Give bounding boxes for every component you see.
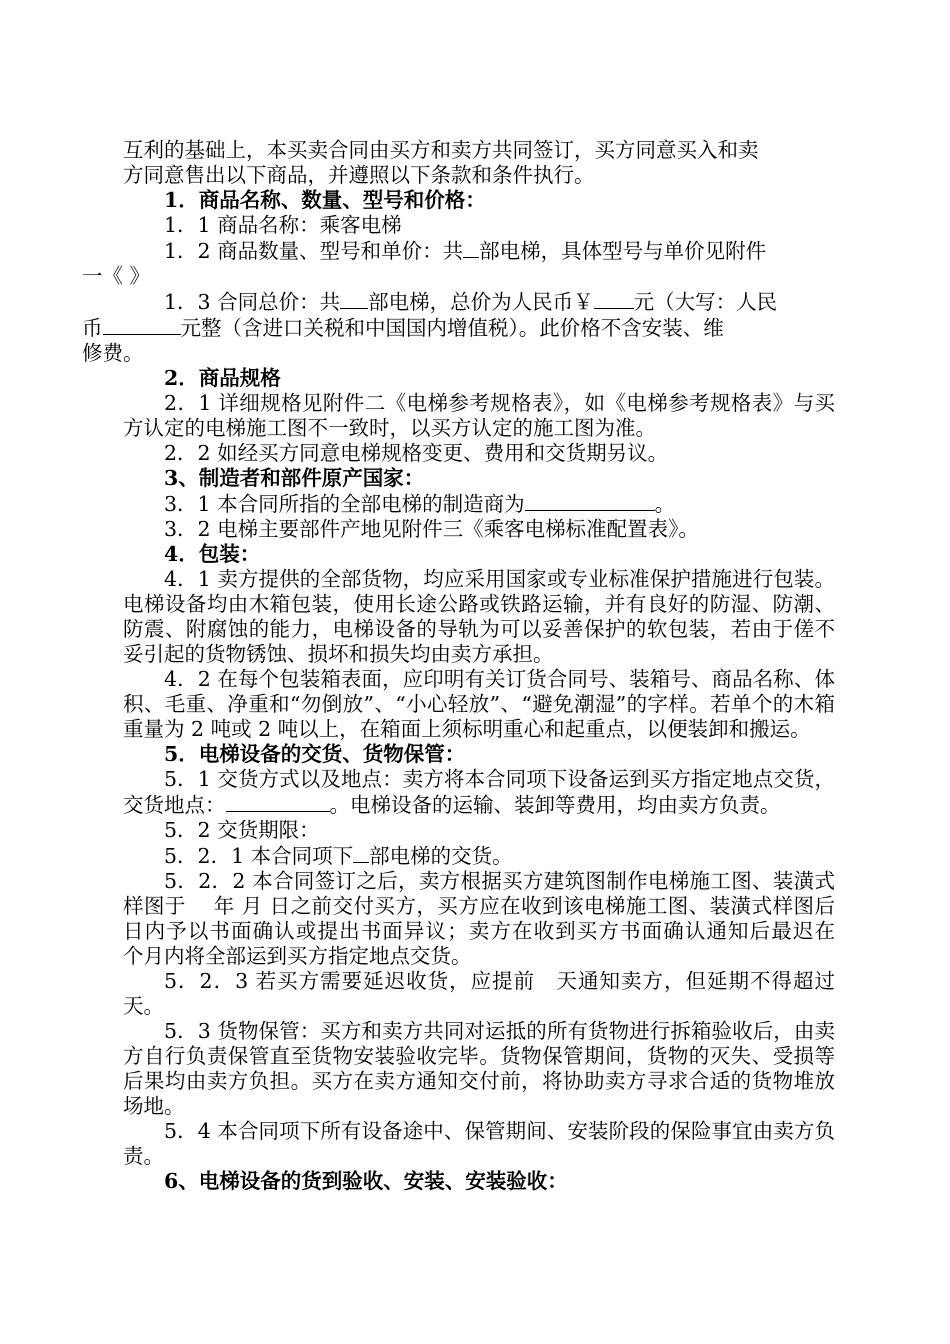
section-2-heading: 2．商品规格 — [164, 366, 281, 390]
clause-1-2-text-b: 部电梯，具体型号与单价见附件 — [479, 239, 767, 263]
intro-line-1: 互利的基础上，本买卖合同由买方和卖方共同签订，买方同意买入和卖 — [123, 138, 759, 162]
clause-5-1-text-a: 5．1 交货方式以及地点：卖方将本合同项下设备运到买方指定地点交货，交货地点： — [123, 767, 835, 817]
intro-line-2: 方同意售出以下商品，并遵照以下条款和条件执行。 — [123, 163, 595, 187]
clause-3-1-text-b: 。 — [654, 492, 676, 516]
quantity-blank — [463, 238, 479, 258]
clause-4-1: 4．1 卖方提供的全部货物，均应采用国家或专业标准保护措施进行包装。电梯设备均由木箱包装，使用长途公路或铁路运输，并有良好的防湿、防潮、防震、附腐蚀的能力，电梯设备的导轨为可以妥善保护的软包装，若由于傞不妥引起的货物锈蚀、损坏和损失均由卖方承担。 — [123, 567, 835, 666]
clause-5-2-3: 5．2．3 若买方需要延迟收货，应提前 天通知卖方，但延期不得超过 天。 — [123, 969, 856, 1018]
manufacturer-blank — [525, 491, 655, 511]
clause-5-2-2: 5．2．2 本合同签订之后，卖方根据买方建筑图制作电梯施工图、装潢式样图于 年 月 日之前交付买方，买方应在收到该电梯施工图、装潢式样图后 日内予以书面确认或提出书面异议；卖方在收到买方书面确认通知后最迟在 个月内将全部运到买方指定地点交货。 — [123, 869, 863, 968]
elevator-count-blank — [353, 843, 369, 863]
clause-3-1-text-a: 3．1 本合同所指的全部电梯的制造商为 — [164, 492, 525, 516]
clause-2-2: 2．2 如经买方同意电梯规格变更、费用和交货期另议。 — [164, 441, 669, 465]
clause-1-1: 1．1 商品名称：乘客电梯 — [164, 213, 402, 237]
clause-5-4: 5．4 本合同项下所有设备途中、保管期间、安装阶段的保险事宜由卖方负责。 — [123, 1119, 835, 1168]
section-4-heading: 4．包装： — [164, 542, 261, 566]
price-blank — [594, 289, 634, 309]
clause-1-3-text-b: 部电梯，总价为人民币￥ — [368, 290, 594, 314]
clause-1-3-text-c: 元（大写：人民 — [633, 290, 778, 314]
clause-5-2-1 — [123, 843, 835, 869]
contract-page — [82, 138, 863, 1194]
clause-3-2: 3．2 电梯主要部件产地见附件三《乘客电梯标准配置表》。 — [164, 517, 699, 541]
clause-3-1 — [123, 491, 835, 517]
delivery-location-blank — [226, 792, 330, 812]
clause-5-2: 5．2 交货期限： — [164, 818, 320, 842]
clause-1-3-text-e: 元整（含进口关税和中国国内增值税）。此价格不含安装、维 — [180, 316, 724, 340]
section-6-heading: 6、电梯设备的货到验收、安装、安装验收： — [164, 1169, 568, 1193]
clause-1-2-text-a: 1．2 商品数量、型号和单价：共 — [164, 239, 464, 263]
clause-1-2 — [82, 238, 835, 289]
clause-1-3-text-f: 修费。 — [82, 341, 144, 365]
clause-1-3-text-a: 1．3 合同总价：共 — [164, 290, 341, 314]
clause-5-1-text-b: 。电梯设备的运输、装卸等费用，均由卖方负责。 — [329, 793, 781, 817]
clause-1-3 — [82, 289, 835, 366]
clause-4-2: 4．2 在每个包装箱表面，应印明有关订货合同号、装箱号、商品名称、体积、毛重、净重和“勿倒放”、“小心轻放”、“避免潮湿”的字样。若单个的木箱重量为 2 吨或 2 吨以上，在箱面上须标明重心和起重点，以便装卸和搬运。 — [123, 667, 835, 741]
clause-1-3-text-d: 币 — [82, 316, 103, 340]
section-5-heading: 5．电梯设备的交货、货物保管： — [164, 742, 466, 766]
clause-2-1: 2．1 详细规格见附件二《电梯参考规格表》，如《电梯参考规格表》与买方认定的电梯施工图不一致时，以买方认定的施工图为准。 — [123, 391, 835, 440]
clause-5-2-1-text-b: 部电梯的交货。 — [369, 844, 513, 868]
section-3-heading: 3、制造者和部件原产国家： — [164, 466, 425, 490]
clause-1-2-text-c: 一《 》 — [82, 264, 151, 288]
clause-5-1 — [123, 767, 835, 818]
price-words-blank — [103, 315, 181, 335]
clause-5-3: 5．3 货物保管：买方和卖方共同对运抵的所有货物进行拆箱验收后，由卖方自行负责保管直至货物安装验收完毕。货物保管期间，货物的灭失、受损等后果均由卖方负担。买方在卖方通知交付前，将协助卖方寻求合适的货物堆放场地。 — [123, 1019, 835, 1118]
section-1-heading: 1．商品名称、数量、型号和价格： — [164, 188, 486, 212]
units-blank — [340, 289, 368, 309]
clause-5-2-1-text-a: 5．2．1 本合同项下 — [164, 844, 354, 868]
